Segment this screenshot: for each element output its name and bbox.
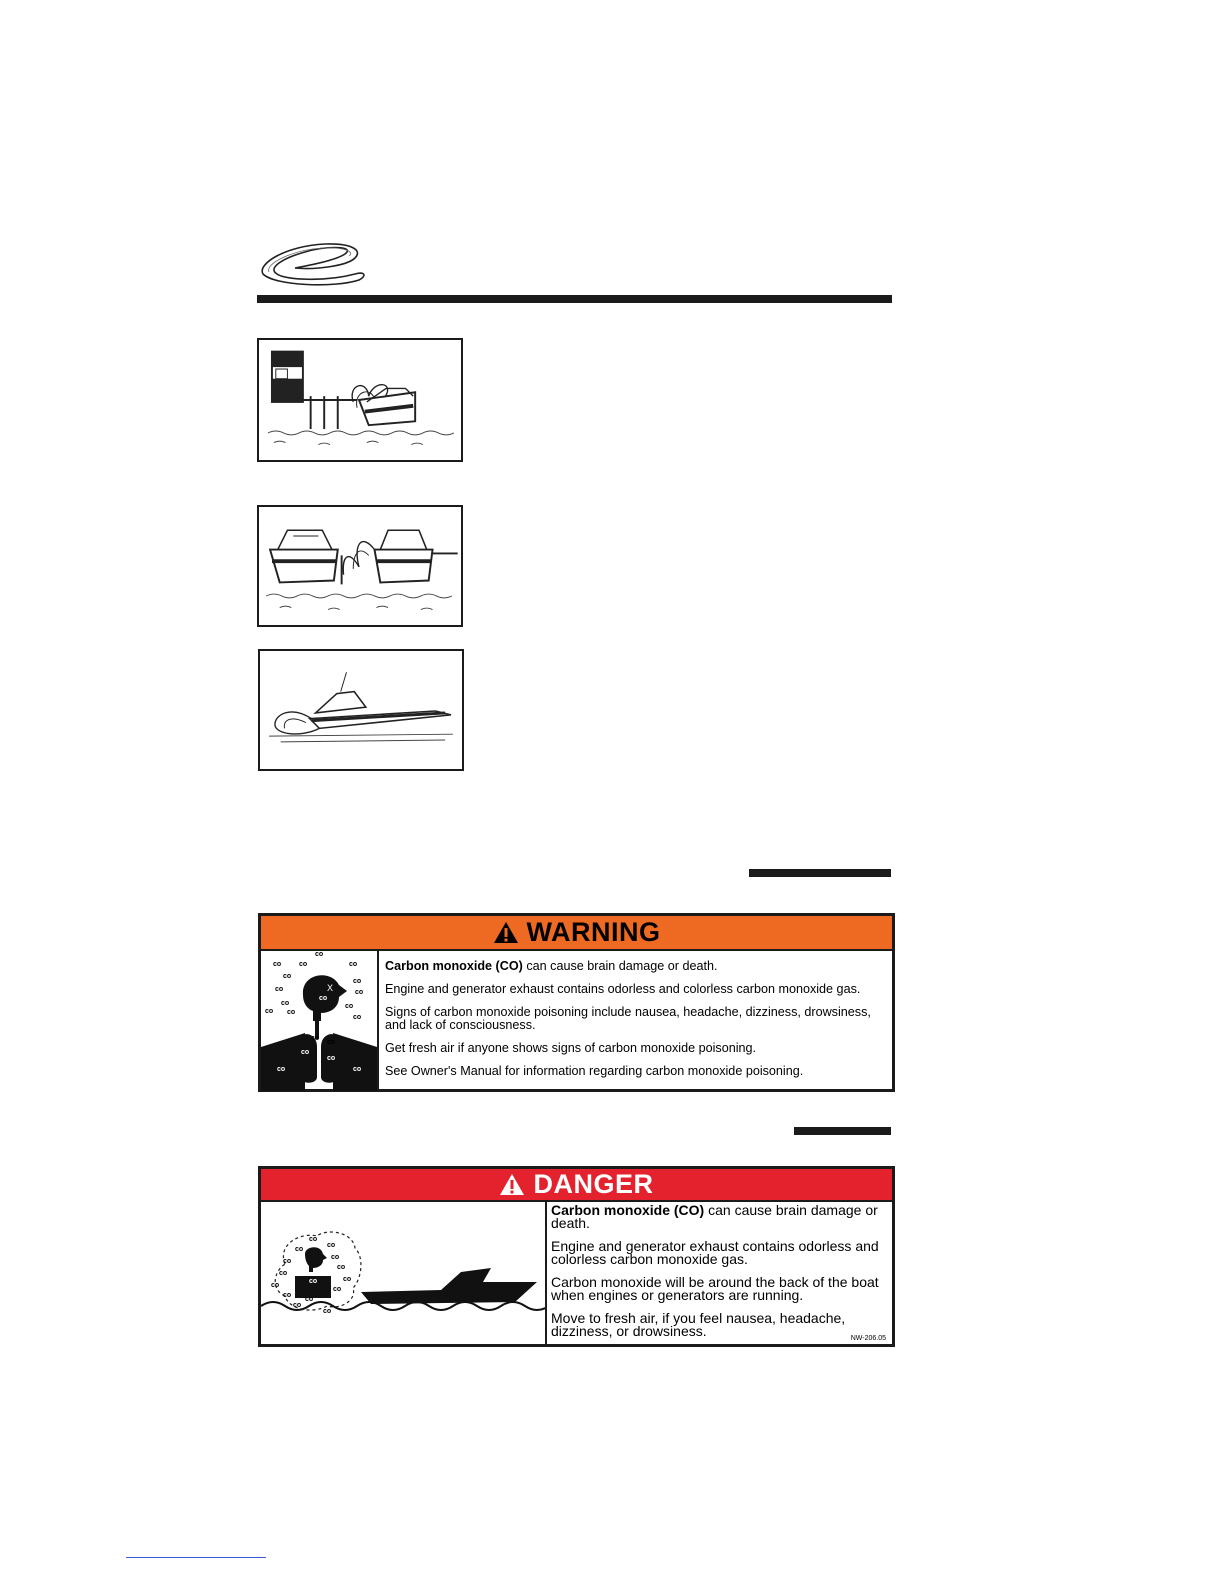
boat-beside-dock-exhaust-icon xyxy=(259,340,461,460)
danger-label xyxy=(258,1166,895,1347)
co-mark: co xyxy=(283,973,292,980)
brand-swoosh-logo xyxy=(255,238,369,286)
danger-triangle-icon xyxy=(499,1173,525,1196)
co-mark: co xyxy=(271,1282,280,1289)
illustration-two-boats xyxy=(257,505,463,627)
co-mark: co xyxy=(319,995,328,1002)
co-mark: co xyxy=(315,951,324,958)
boat-exhaust-co-icon xyxy=(261,1202,545,1346)
co-mark: co xyxy=(353,978,362,985)
co-mark: co xyxy=(309,1278,318,1285)
co-mark: co xyxy=(327,1055,336,1062)
warning-label xyxy=(258,913,895,1092)
warning-lead xyxy=(385,960,888,973)
danger-lead-rest: can cause brain damage or death. xyxy=(551,1202,878,1231)
co-mark: co xyxy=(345,1003,354,1010)
co-mark: co xyxy=(349,961,358,968)
warning-text xyxy=(385,960,888,1088)
co-mark: co xyxy=(301,1049,310,1056)
co-mark: co xyxy=(333,1286,342,1293)
co-mark: co xyxy=(327,1242,336,1249)
section-bar-warning xyxy=(749,869,891,877)
co-mark: co xyxy=(279,1270,288,1277)
co-mark: co xyxy=(331,1254,340,1261)
pic-x-mark: X xyxy=(327,983,334,993)
danger-pictogram xyxy=(261,1202,547,1344)
co-mark: co xyxy=(311,1035,320,1042)
co-mark: co xyxy=(277,1066,286,1073)
co-mark: co xyxy=(275,986,284,993)
danger-line: Move to fresh air, if you feel nausea, headache, dizziness, or drowsiness. xyxy=(551,1310,846,1339)
footer-link-underline xyxy=(126,1557,266,1558)
warning-line: Engine and generator exhaust contains odorless and colorless carbon monoxide gas. xyxy=(385,982,861,996)
warning-lead-rest: can cause brain damage or death. xyxy=(522,959,718,973)
co-mark: co xyxy=(323,1308,332,1315)
co-mark: co xyxy=(337,1264,346,1271)
co-mark: co xyxy=(353,1014,362,1021)
co-mark: co xyxy=(309,1236,318,1243)
warning-lead-bold: Carbon monoxide (CO) xyxy=(385,959,523,973)
danger-header xyxy=(261,1169,892,1202)
co-mark: co xyxy=(283,1292,292,1299)
warning-line: Get fresh air if anyone shows signs of carbon monoxide poisoning. xyxy=(385,1041,757,1055)
warning-header xyxy=(261,916,892,951)
co-mark: co xyxy=(343,1276,352,1283)
danger-lead-bold: Carbon monoxide (CO) xyxy=(551,1202,705,1218)
header-rule xyxy=(257,295,892,303)
warning-line: Signs of carbon monoxide poisoning include nausea, headache, dizziness, drowsiness, and lack of consciousness. xyxy=(385,1005,871,1032)
co-mark: co xyxy=(299,961,308,968)
danger-lead xyxy=(551,1204,886,1230)
danger-heading: DANGER xyxy=(533,1169,654,1199)
co-mark: co xyxy=(283,1258,292,1265)
warning-heading: WARNING xyxy=(526,917,661,947)
co-mark: co xyxy=(287,1009,296,1016)
co-mark: co xyxy=(355,989,364,996)
co-mark: co xyxy=(293,1302,302,1309)
warning-triangle-icon xyxy=(493,921,519,944)
co-mark: co xyxy=(281,1000,290,1007)
co-mark: co xyxy=(353,1066,362,1073)
danger-line: Engine and generator exhaust contains odorless and colorless carbon monoxide gas. xyxy=(551,1238,879,1267)
illustration-dock-boat xyxy=(257,338,463,462)
co-mark: co xyxy=(265,1008,274,1015)
co-mark: co xyxy=(327,1039,336,1046)
warning-line: See Owner's Manual for information regarding carbon monoxide poisoning. xyxy=(385,1064,804,1078)
boat-underway-exhaust-icon xyxy=(260,651,462,769)
danger-text xyxy=(551,1204,886,1348)
warning-pictogram xyxy=(261,951,379,1089)
co-mark: co xyxy=(295,1246,304,1253)
co-mark: co xyxy=(305,1296,314,1303)
two-boats-exhaust-icon xyxy=(259,507,461,625)
section-bar-danger xyxy=(794,1127,891,1135)
co-mark: co xyxy=(273,961,282,968)
danger-line: Carbon monoxide will be around the back of the boat when engines or generators are running. xyxy=(551,1274,879,1303)
danger-label-code: NW-206.05 xyxy=(850,1335,886,1342)
illustration-boat-underway xyxy=(258,649,464,771)
